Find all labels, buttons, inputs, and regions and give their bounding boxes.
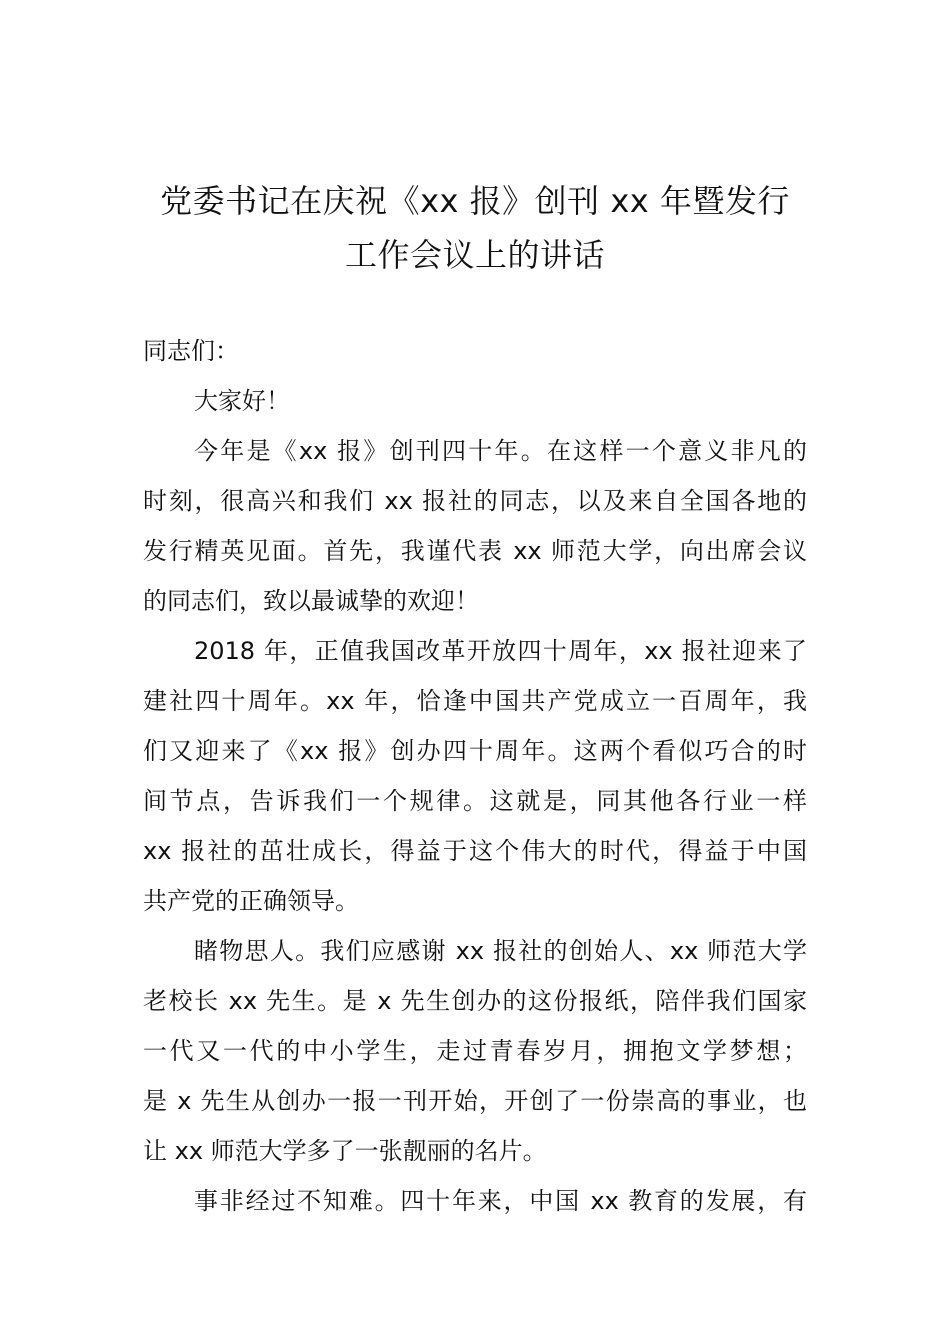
greeting: 大家好！: [194, 387, 290, 415]
document-body: [143, 326, 807, 1226]
paragraph-line: xx 报社的茁壮成长，得益于这个伟大的时代，得益于中国: [143, 837, 807, 865]
paragraph-line: 共产党的正确领导。: [143, 887, 359, 915]
paragraph-4: [143, 1176, 807, 1226]
paragraph-line: 是 x 先生从创办一报一刊开始，开创了一份崇高的事业，也: [143, 1087, 807, 1115]
paragraph-line: 一代又一代的中小学生，走过青春岁月，拥抱文学梦想；: [143, 1037, 807, 1065]
paragraph-3: [143, 926, 807, 1176]
paragraph-line: 让 xx 师范大学多了一张靓丽的名片。: [143, 1137, 547, 1165]
paragraph-1: [143, 426, 807, 626]
paragraph-line: 睹物思人。我们应感谢 xx 报社的创始人、xx 师范大学: [194, 937, 807, 965]
paragraph-line: 时刻，很高兴和我们 xx 报社的同志，以及来自全国各地的: [143, 487, 807, 515]
paragraph-line: 们又迎来了《xx 报》创办四十周年。这两个看似巧合的时: [143, 737, 807, 765]
paragraph-line: 事非经过不知难。四十年来，中国 xx 教育的发展，有: [194, 1187, 807, 1215]
paragraph-line: 2018 年，正值我国改革开放四十周年，xx 报社迎来了: [194, 637, 807, 665]
salutation: 同志们：: [143, 337, 239, 365]
paragraph-line: 的同志们，致以最诚挚的欢迎！: [143, 587, 479, 615]
paragraph-line: 发行精英见面。首先，我谨代表 xx 师范大学，向出席会议: [143, 537, 807, 565]
paragraph-line: 老校长 xx 先生。是 x 先生创办的这份报纸，陪伴我们国家: [143, 987, 807, 1015]
title-line-1: 党委书记在庆祝《xx 报》创刊 xx 年暨发行: [160, 182, 790, 220]
paragraph-line: 今年是《xx 报》创刊四十年。在这样一个意义非凡的: [194, 437, 807, 465]
paragraph-line: 建社四十周年。xx 年，恰逢中国共产党成立一百周年，我: [143, 687, 807, 715]
paragraph-2: [143, 626, 807, 926]
paragraph-line: 间节点，告诉我们一个规律。这就是，同其他各行业一样: [143, 787, 807, 815]
document-title: [120, 174, 830, 282]
title-line-2: 工作会议上的讲话: [344, 236, 605, 274]
